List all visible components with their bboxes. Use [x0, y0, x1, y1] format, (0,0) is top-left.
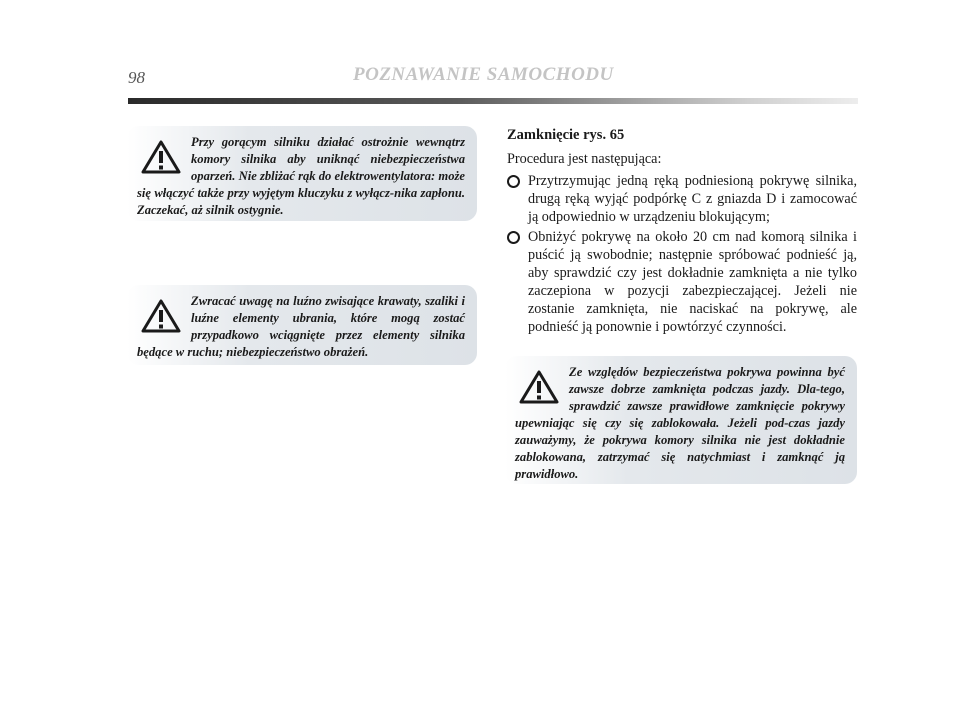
closing-intro: Procedura jest następująca: [507, 151, 662, 167]
warning-box-loose-clothing [127, 285, 477, 365]
page-number: 98 [128, 68, 145, 87]
step-text: Obniżyć pokrywę na około 20 cm nad komorą silnika i puścić ją swobodnie; następnie spróbować podnieść ją, aby sprawdzić czy jest dokładnie zamknięta a nie tylko zaczepiona w pozycji zabezpieczającej. Jeżeli nie zostanie zamknięta, nie naciskać na pokrywę, ale podnieść ją ponownie i powtórzyć czynności. [528, 229, 857, 335]
warning-triangle-icon [141, 140, 181, 174]
closing-steps [507, 172, 857, 336]
list-item [507, 228, 857, 336]
list-item [507, 172, 857, 226]
step-text: Przytrzymując jedną ręką podniesioną pokrywę silnika, drugą ręką wyjąć podpórkę C z gniazda D i zamocować ją odpowiednio w urządzeniu blokującym; [528, 173, 857, 225]
warning-text: Zwracać uwagę na luźno zwisające krawaty, szaliki i luźne elementy ubrania, które mogą zostać przypadkowo wciągnięte przez elementy silnika będące w ruchu; niebezpieczeństwo obrażeń. [137, 294, 465, 359]
closing-heading: Zamknięcie rys. 65 [507, 127, 625, 143]
warning-triangle-icon [141, 299, 181, 333]
circle-bullet-icon [507, 175, 520, 188]
header-rule [128, 98, 858, 104]
section-title: POZNAWANIE SAMOCHODU [353, 64, 614, 85]
closing-procedure [507, 126, 857, 338]
warning-triangle-icon [519, 370, 559, 404]
warning-text: Przy gorącym silniku działać ostrożnie wewnątrz komory silnika aby uniknąć niebezpieczeństwa oparzeń. Nie zbliżać rąk do elektrowentylatora: może się włączyć także przy wyjętym kluczyku z wyłącz-nika zapłonu. Zaczekać, aż silnik ostygnie. [137, 135, 465, 217]
warning-text: Ze względów bezpieczeństwa pokrywa powinna być zawsze dobrze zamknięta podczas jazdy. Dla-tego, sprawdzić zawsze prawidłowe zamknięcie pokrywy upewniając się czy się zablokowała. Jeżeli pod-czas jazdy zauważymy, że pokrywa komory silnika nie jest dokładnie zablokowana, zatrzymać się natychmiast i zamknąć ją prawidłowo. [515, 365, 845, 481]
warning-box-hood-safety [505, 356, 857, 484]
warning-box-hot-engine [127, 126, 477, 221]
circle-bullet-icon [507, 231, 520, 244]
